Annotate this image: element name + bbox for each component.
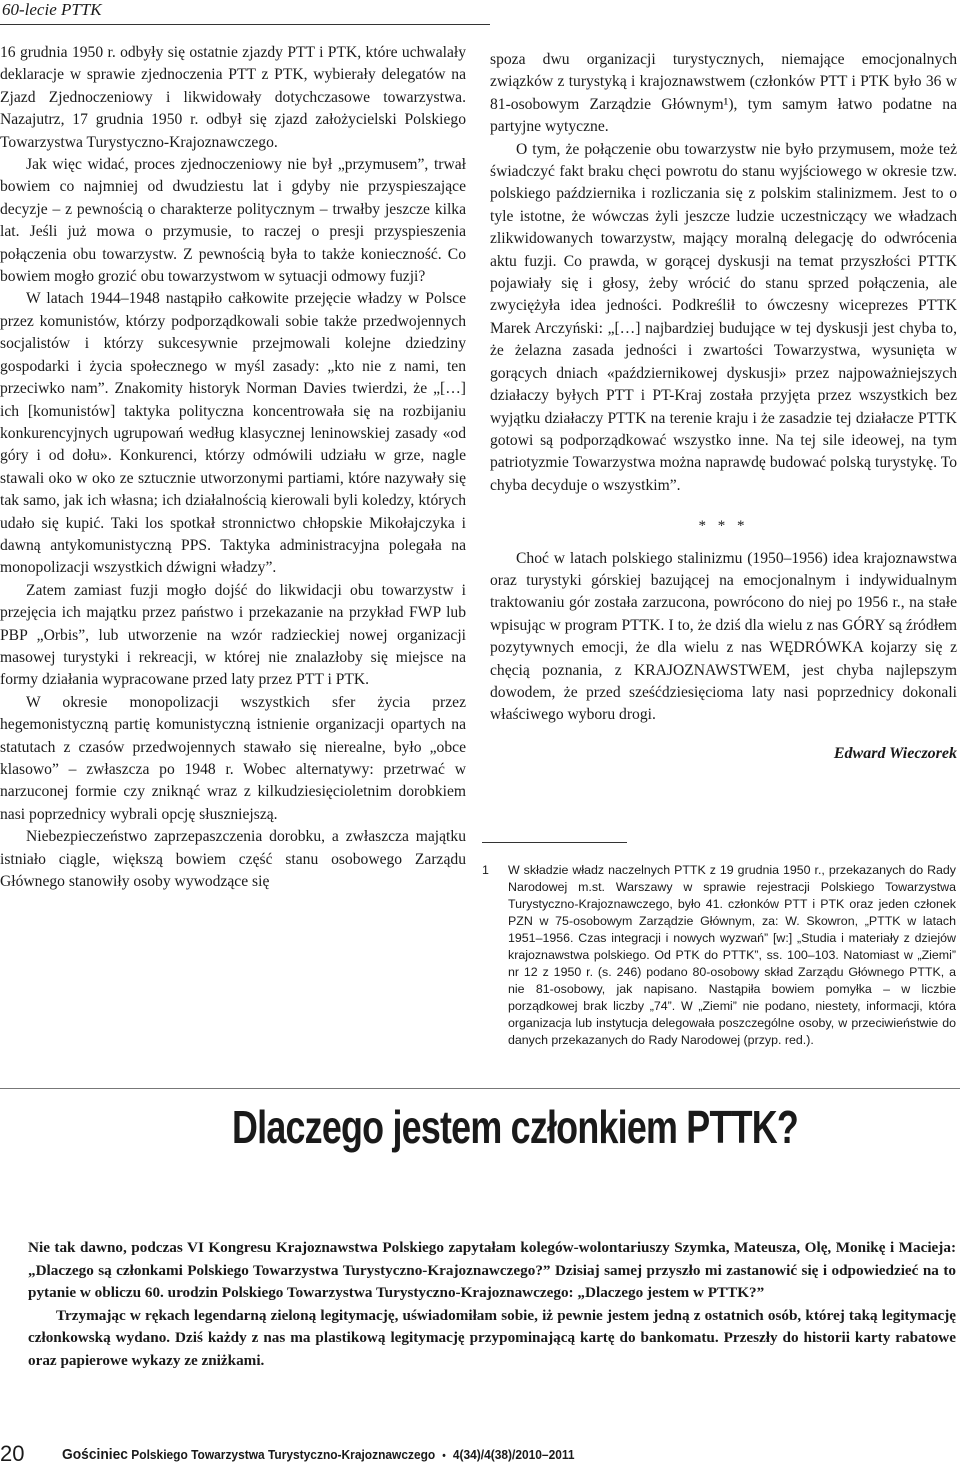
footnote-number: 1 bbox=[482, 863, 489, 877]
magazine-credit bbox=[62, 1446, 575, 1463]
running-header bbox=[0, 0, 490, 25]
paragraph: O tym, że połączenie obu towarzystw nie było przymusem, może też świadczyć fakt braku chęci powrotu do stanu wyjściowego w okresie tzw. polskiego października i rozliczania się z polskim stalinizmem. Jest to o tyle istotne, że wówczas żyli jeszcze ludzie uczestniczący we władzach zlikwidowanych towarzystw, mający moralną delegację do odwrócenia aktu fuzji. Co prawda, w gorącej dyskusji na temat przyszłości PTTK pojawiały się i głosy, żeby wrócić do stanu sprzed połączenia, ale zwyciężyła idea jedności. Podkreślił to ówczesny wiceprezes PTTK Marek Arczyński: „[…] najbardziej budujące w tej dyskusji jest chyba to, że żelazna zasada jedności i zwartości Towarzystwa, wysunięta w gorących dniach «październikowej dyskusji» przez najpoważniejszych działaczy byłych PTT i PT-Kraj została przyjęta przez wszystkich bez wyjątku działaczy PTTK na terenie kraju i że zasadzie tej działacze PTTK gotowi są podporządkować wszystko inne. Na tej sile ideowej, na tym patriotyzmie Towarzystwa można naprawdę budować polską turystykę. To chyba decyduje o wszystkim”. bbox=[490, 140, 957, 494]
article-divider bbox=[0, 1088, 960, 1089]
intro-paragraph: Nie tak dawno, podczas VI Kongresu Krajoznawstwa Polskiego zapytałam kolegów-wolontariuszy Szymka, Mateusza, Olę, Monikę i Macieja: „Dlaczego są członkami Polskiego Towarzystwa Turystyczno-Krajoznawczego?” Dzisiaj samej przyszło mi zastanowić się i odpowiedzieć na to pytanie w obliczu 60. urodzin Polskiego Towarzystwa Turystyczno-Krajoznawczego: „Dlaczego jestem w PTTK?” bbox=[28, 1239, 956, 1302]
paragraph: spoza dwu organizacji turystycznych, niemające emocjonalnych związków z turystyką i krajoznawstwem (członków PTT i PTK było 36 w 81-osobowym Zarządzie Głównym¹), tym samym łatwo podatne na partyjne wytyczne. bbox=[490, 51, 957, 136]
footnote-text: W składzie władz naczelnych PTTK z 19 grudnia 1950 r., przekazanych do Rady Narodowej m.st. Warszawy w sprawie rejestracji Polskiego Towarzystwa Turystyczno-Krajoznawczego, było 41. członków PTT i PTK oraz jeden członek PZN w 75-osobowym Zarządzie Głównym, za: W. Skowron, „PTTK w latach 1951–1956. Czas integracji i nowych wyzwań” [w:] „Studia i materiały z dziejów krajoznawstwa polskiego. Od PTK do PTTK”, ss. 100–103. Natomiast w „Ziemi” nr 12 z 1950 r. (s. 246) podano 80-osobowy skład Zarządu Głównego PTTK, a nie 81-osobowy, jak napisano. Nastąpiła bowiem pomyłka – w liczbie porządkowej brak liczby „74”. W „Ziemi” nie podano, niestety, informacji, która organizacja lub instytucja delegowała poszczególne osoby, w przeciwieństwie do danych przekazanych do Rady Narodowej (przyp. red.). bbox=[508, 863, 956, 1047]
intro-paragraph: Trzymając w rękach legendarną zieloną legitymację, uświadomiłam sobie, iż pewnie jestem jedną z ostatnich osób, której taką legitymację członkowską wydano. Dziś każdy z nas ma plastikową legitymację przypominającą kartę do bankomatu. Przeszły do historii karty rabatowe oraz papierowe wykazy ze zniżkami. bbox=[28, 1306, 956, 1369]
paragraph: W latach 1944–1948 nastąpiło całkowite przejęcie władzy w Polsce przez komunistów, którzy podporządkowali sobie także przedwojennych socjalistów i którzy sukcesywnie przejmowali kolejne dziedziny gospodarki i życia społecznego w myśl zasady: „kto nie z nami, ten przeciwko nam”. Znakomity historyk Norman Davies twierdzi, że „[…] ich [komunistów] taktyka polityczna koncentrowała się na rozbijaniu konkurencyjnych ugrupowań według klasycznej leninowskiej zasady «od góry i od dołu». Konkurenci, którzy odmówili udziału w grze, nagle stawali oko w oko ze sztucznie utworzonymi partiami, które nazywały się tak samo, jak ich własna; ich działalnością kierowali byli koledzy, których udało się kupić. Taki los spotkał stronnictwo chłopskie Mikołajczyka i dawną antykomunistyczną PPS. Taktyka administracyjna polegała na monopolizacji wszystkich dźwigni władzy”. bbox=[0, 290, 466, 577]
issue-number: 4(34)/4(38)/2010–2011 bbox=[452, 1447, 575, 1462]
paragraph: Niebezpieczeństwo zaprzepaszczenia dorobku, a zwłaszcza majątku istniało ciągle, większą bowiem część stanu osobowego Zarządu Głównego stanowiły osoby wywodzące się bbox=[0, 828, 466, 891]
section-break: * * * bbox=[698, 518, 749, 535]
footnote-divider bbox=[482, 842, 627, 843]
paragraph: W okresie monopolizacji wszystkich sfer życia przez hegemonistyczną partię komunistyczną istnienie organizacji opartych na statutach z czasów przedwojennych stawało się nierealne, było „obce klasowo” – zwłaszcza po 1948 r. Wobec alternatywy: przetrwać w narzuconej formie czy zniknąć wraz z kilkudziesięcioletnim dorobkiem nasi poprzednicy wybrali opcję słuszniejszą. bbox=[0, 693, 466, 823]
left-column bbox=[0, 42, 466, 893]
right-column bbox=[490, 49, 957, 765]
article-headline: Dlaczego jestem członkiem PTTK? bbox=[232, 1101, 799, 1153]
bullet: • bbox=[442, 1450, 446, 1462]
magazine-name: Gościniec bbox=[62, 1446, 128, 1463]
page-number: 20 bbox=[0, 1441, 25, 1466]
paragraph: Zatem zamiast fuzji mogło dojść do likwidacji obu towarzystw i przejęcia ich majątku przez państwo i przekazanie na przykład FWP lub PBP „Orbis”, lub utworzenie na wzór radzieckiej nowej organizacji masowej turystyki i rekreacji, w której nie znalazłoby się miejsce na formy działania wypracowane przed laty przez PTT i PTK. bbox=[0, 581, 466, 689]
section-title: 60-lecie PTTK bbox=[2, 0, 102, 19]
article-intro bbox=[28, 1237, 956, 1373]
footnote bbox=[482, 862, 956, 1049]
author-signature: Edward Wieczorek bbox=[833, 744, 957, 762]
paragraph: Jak więc widać, proces zjednoczeniowy nie był „przymusem”, trwał bowiem co najmniej od dwudziestu lat i gdyby nie przyspieszające decyzje – z pewnością o charakterze politycznym – trwałby jeszcze kilka lat. Jeśli już mowa o przymusie, to raczej o presji przyspieszenia połączenia obu towarzystw. Z pewnością była to także konieczność. Co bowiem mogło grozić obu towarzystwom w sytuacji odmowy fuzji? bbox=[0, 156, 466, 286]
page-footer bbox=[0, 1443, 960, 1467]
paragraph: 16 grudnia 1950 r. odbyły się ostatnie zjazdy PTT i PTK, które uchwalały deklaracje w sprawie zjednoczenia PTT z PTK, wybierały delegatów na Zjazd Zjednoczeniowy i likwidowały dotychczasowe towarzystwa. Nazajutrz, 17 grudnia 1950 r. odbył się zjazd założycielski Polskiego Towarzystwa Turystyczno-Krajoznawczego. bbox=[0, 44, 466, 151]
magazine-subtitle: Polskiego Towarzystwa Turystyczno-Krajoznawczego bbox=[131, 1447, 436, 1462]
paragraph: Choć w latach polskiego stalinizmu (1950–1956) idea krajoznawstwa oraz turystyki górskiej bazującej na emocjonalnym i indywidualnym traktowaniu gór została zarzucona, powrócono do niej po 1956 r., na stałe wpisując w program PTTK. I to, że dziś dla wielu z nas GÓRY są źródłem pozytywnych emocji, że dla wielu z nas WĘDRÓWKA kojarzy się z chęcią poznania, z KRAJOZNAWSTWEM, jest chyba najlepszym dowodem, że przed sześćdziesięcioma laty nasi poprzednicy dokonali właściwego wyboru drogi. bbox=[490, 549, 957, 724]
